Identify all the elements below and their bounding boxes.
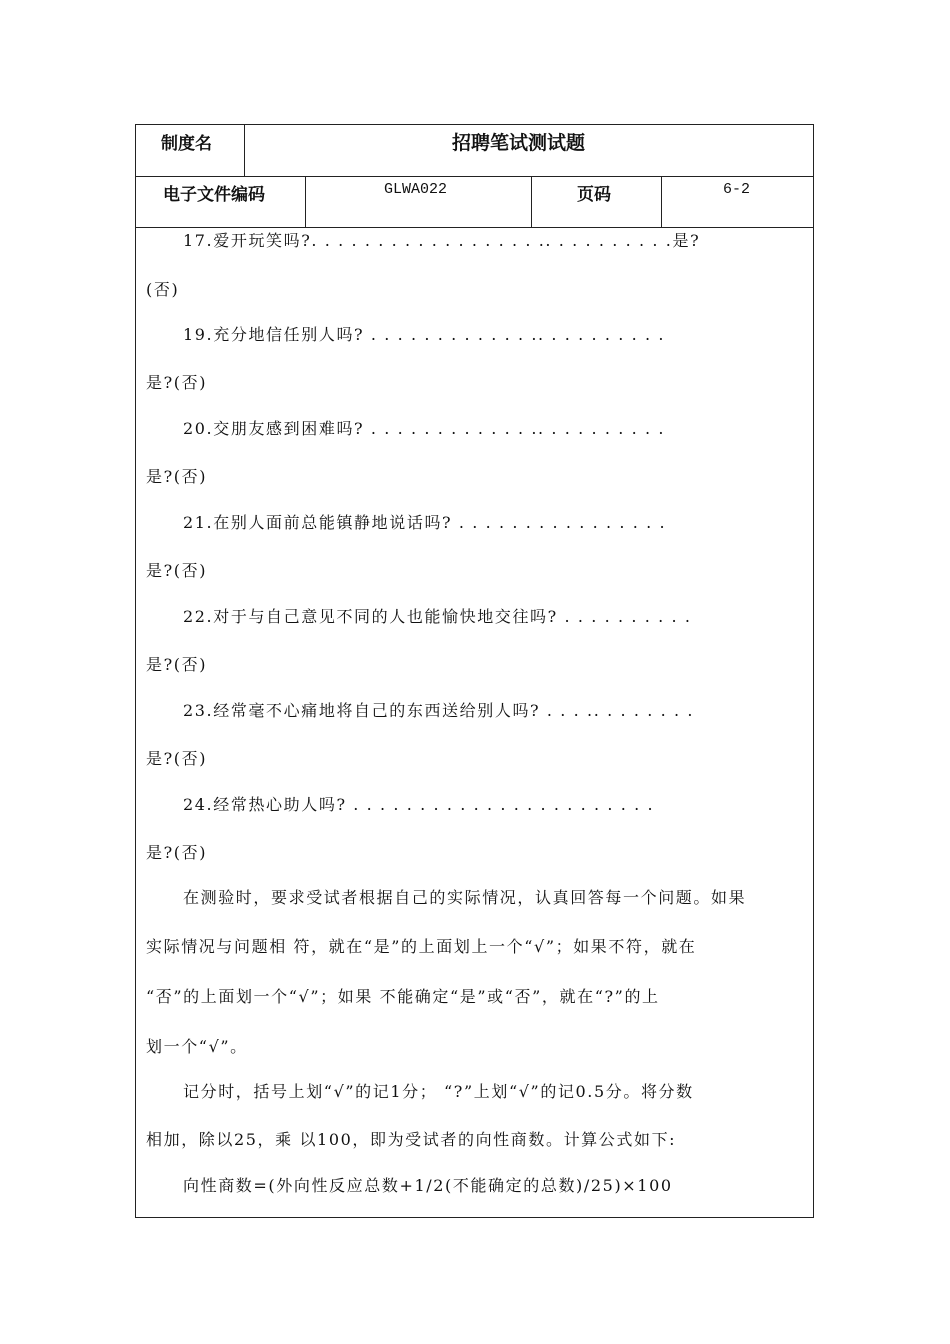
instruction-paragraph: 划一个“√”。 bbox=[146, 1037, 248, 1056]
column-divider bbox=[531, 176, 532, 227]
question-22: 22.对于与自己意见不同的人也能愉快地交往吗? . . . . . . . . . . bbox=[183, 607, 692, 626]
column-divider bbox=[661, 176, 662, 227]
question-24: 24.经常热心助人吗? . . . . . . . . . . . . . . . . . . . . . . . bbox=[183, 795, 655, 814]
file-code: GLWA022 bbox=[384, 181, 448, 198]
answer-options: 是?(否) bbox=[146, 467, 208, 486]
instruction-paragraph: 实际情况与问题相 符，就在“是”的上面划上一个“√”；如果不符，就在 bbox=[146, 937, 697, 956]
page-label: 页码 bbox=[577, 185, 611, 205]
scoring-paragraph: 相加，除以25，乘 以100，即为受试者的向性商数。计算公式如下: bbox=[146, 1130, 677, 1149]
answer-options: (否) bbox=[146, 280, 180, 299]
formula: 向性商数=(外向性反应总数+1/2(不能确定的总数)/25)×100 bbox=[183, 1176, 673, 1195]
question-17: 17.爱开玩笑吗?. . . . . . . . . . . . . . . . . .. . . . . . . . . .是? bbox=[183, 231, 701, 250]
row-divider bbox=[136, 227, 813, 228]
document-table bbox=[135, 124, 814, 1218]
question-20: 20.交朋友感到困难吗? . . . . . . . . . . . . .. . . . . . . . . . bbox=[183, 419, 666, 438]
answer-options: 是?(否) bbox=[146, 373, 208, 392]
scoring-paragraph: 记分时，括号上划“√”的记1分； “?”上划“√”的记0.5分。将分数 bbox=[183, 1082, 694, 1101]
document-title: 招聘笔试测试题 bbox=[452, 132, 586, 154]
name-label: 制度名 bbox=[161, 134, 212, 154]
column-divider bbox=[244, 125, 245, 176]
file-code-label: 电子文件编码 bbox=[163, 185, 265, 205]
row-divider bbox=[136, 176, 813, 177]
answer-options: 是?(否) bbox=[146, 561, 208, 580]
question-19: 19.充分地信任别人吗? . . . . . . . . . . . . .. . . . . . . . . . bbox=[183, 325, 666, 344]
question-23: 23.经常毫不心痛地将自己的东西送给别人吗? . . . .. . . . . . . . bbox=[183, 701, 695, 720]
answer-options: 是?(否) bbox=[146, 749, 208, 768]
answer-options: 是?(否) bbox=[146, 655, 208, 674]
answer-options: 是?(否) bbox=[146, 843, 208, 862]
instruction-paragraph: 在测验时，要求受试者根据自己的实际情况，认真回答每一个问题。如果 bbox=[183, 888, 747, 907]
instruction-paragraph: “否”的上面划一个“√”；如果 不能确定“是”或“否”，就在“?”的上 bbox=[146, 987, 660, 1006]
question-21: 21.在别人面前总能镇静地说话吗? . . . . . . . . . . . . . . . . bbox=[183, 513, 667, 532]
page-number: 6-2 bbox=[723, 181, 751, 198]
column-divider bbox=[305, 176, 306, 227]
